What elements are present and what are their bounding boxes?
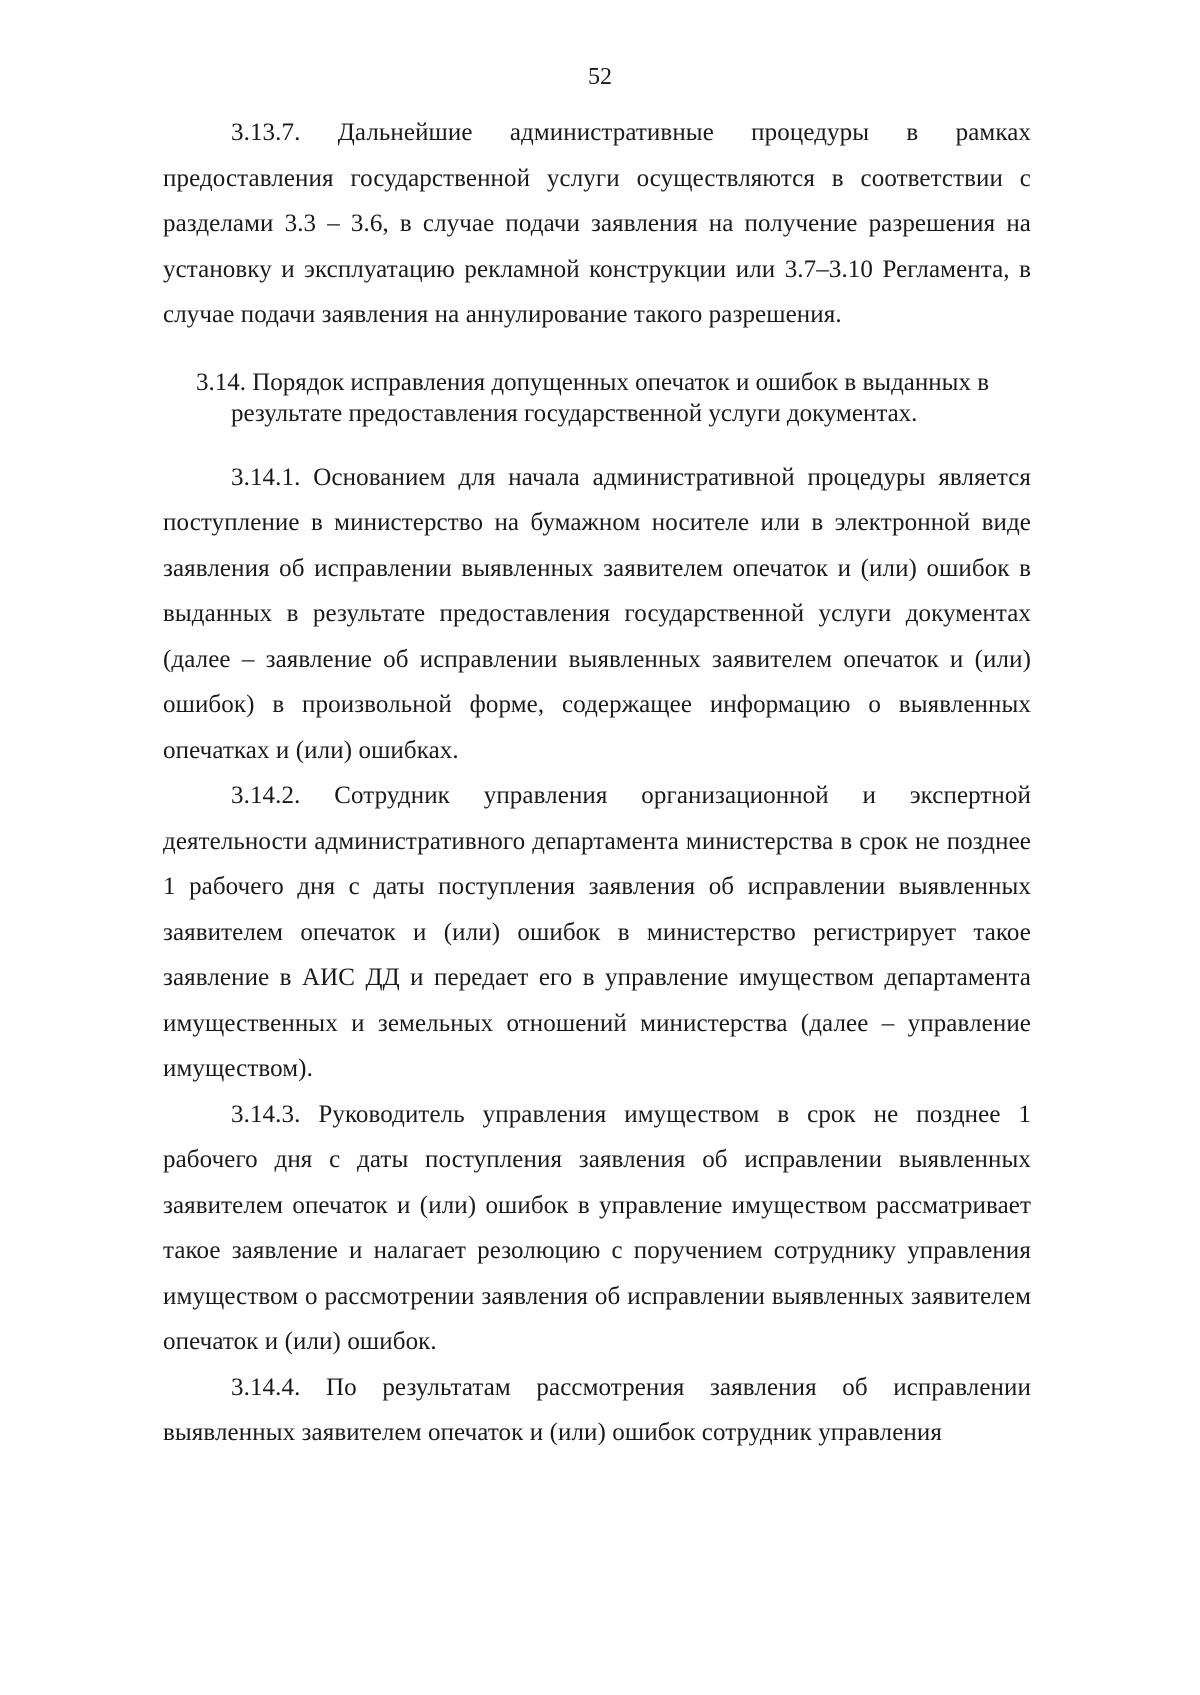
paragraph-3-14-4: 3.14.4. По результатам рассмотрения заявления об исправлении выявленных заявителем опечаток и (или) ошибок сотрудник управления	[163, 1373, 1031, 1446]
paragraph-3-13-7: 3.13.7. Дальнейшие административные процедуры в рамках предоставления государственной услуги осуществляются в соответствии с разделами 3.3 – 3.6, в случае подачи заявления на получение разрешения на установку и эксплуатацию рекламной конструкции или 3.7–3.10 Регламента, в случае подачи заявления на аннулирование такого разрешения.	[163, 119, 1031, 328]
paragraph-3-14-3: 3.14.3. Руководитель управления имуществом в срок не позднее 1 рабочего дня с даты поступления заявления об исправлении выявленных заявителем опечаток и (или) ошибок в управление имуществом рассматривает такое заявление и налагает резолюцию с поручением сотруднику управления имуществом о рассмотрении заявления об исправлении выявленных заявителем опечаток и (или) ошибок.	[163, 1100, 1031, 1355]
page-number: 52	[588, 64, 612, 90]
paragraph-3-14-2: 3.14.2. Сотрудник управления организационной и экспертной деятельности административного департамента министерства в срок не позднее 1 рабочего дня с даты поступления заявления об исправлении выявленных заявителем опечаток и (или) ошибок в министерство регистрирует такое заявление в АИС ДД и передает его в управление имуществом департамента имущественных и земельных отношений министерства (далее – управление имуществом).	[163, 782, 1031, 1082]
section-heading-3-14: 3.14. Порядок исправления допущенных опечаток и ошибок в выданных в результате предоставления государственной услуги документах.	[196, 368, 989, 427]
paragraph-3-14-1: 3.14.1. Основанием для начала административной процедуры является поступление в министерство на бумажном носителе или в электронной виде заявления об исправлении выявленных заявителем опечаток и (или) ошибок в выданных в результате предоставления государственной услуги документах (далее – заявление об исправлении выявленных заявителем опечаток и (или) ошибок) в произвольной форме, содержащее информацию о выявленных опечатках и (или) ошибках.	[163, 463, 1031, 764]
document-body	[163, 110, 1031, 1456]
